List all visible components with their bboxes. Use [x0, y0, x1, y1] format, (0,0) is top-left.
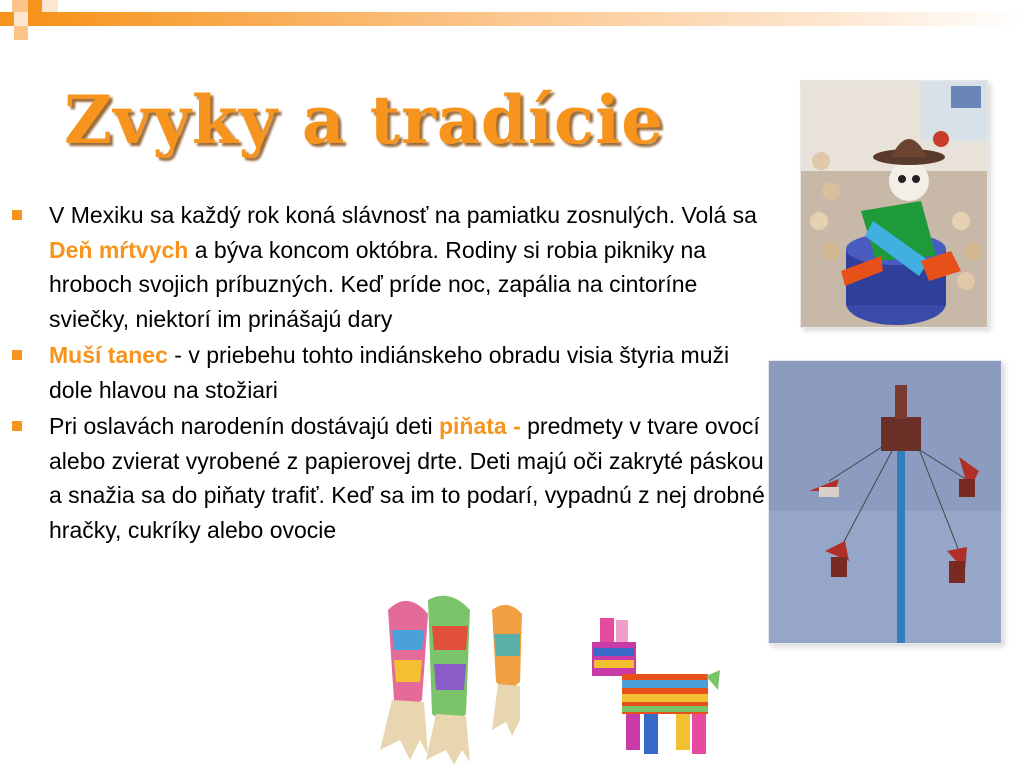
bullet-item: [12, 198, 772, 336]
bullet-item: [12, 409, 772, 547]
skeleton-figure-image: [800, 80, 988, 328]
decor-square: [12, 0, 28, 12]
bullet-text: V Mexiku sa každý rok koná slávnosť na pamiatku zosnulých. Volá sa: [49, 202, 757, 228]
bullet-marker: [12, 350, 22, 360]
bullet-text: - v priebehu tohto indiánskeho obradu visia štyria muži dole hlavou na stožiari: [49, 342, 730, 403]
bullet-marker: [12, 421, 22, 431]
highlighted-term: Muší tanec: [49, 342, 168, 368]
header-decoration: [0, 0, 1024, 48]
decor-square: [42, 0, 58, 12]
decor-square: [14, 26, 28, 40]
bullet-text: a býva koncom októbra. Rodiny si robia pikniky na hroboch svojich príbuzných. Keď príde noc, zapália na cintoríne sviečky, niektorí im prinášajú dary: [49, 236, 707, 332]
bullet-text: predmety v tvare ovocí alebo zvierat vyrobené z papierovej drte. Deti majú oči zakryté páskou a snažia sa do piňaty trafiť. Keď sa im to podarí, vypadnú z nej drobné hračky, cukríky alebo ovocie: [49, 413, 765, 543]
header-stripe: [40, 12, 1024, 26]
decor-square: [28, 0, 42, 12]
bullet-item: [12, 338, 772, 407]
decor-square: [0, 12, 14, 26]
decor-square: [28, 12, 42, 26]
bullet-list: [12, 198, 772, 549]
pinatas-image: [370, 590, 720, 765]
highlighted-term: piňata -: [438, 413, 521, 439]
decor-square: [14, 12, 28, 26]
bullet-text: Pri oslavách narodenín dostávajú deti: [49, 413, 439, 439]
pole-dance-image: [768, 360, 1002, 644]
slide-title: Zvyky a tradície: [64, 81, 665, 159]
bullet-marker: [12, 210, 22, 220]
highlighted-term: Deň mŕtvych: [49, 236, 189, 263]
